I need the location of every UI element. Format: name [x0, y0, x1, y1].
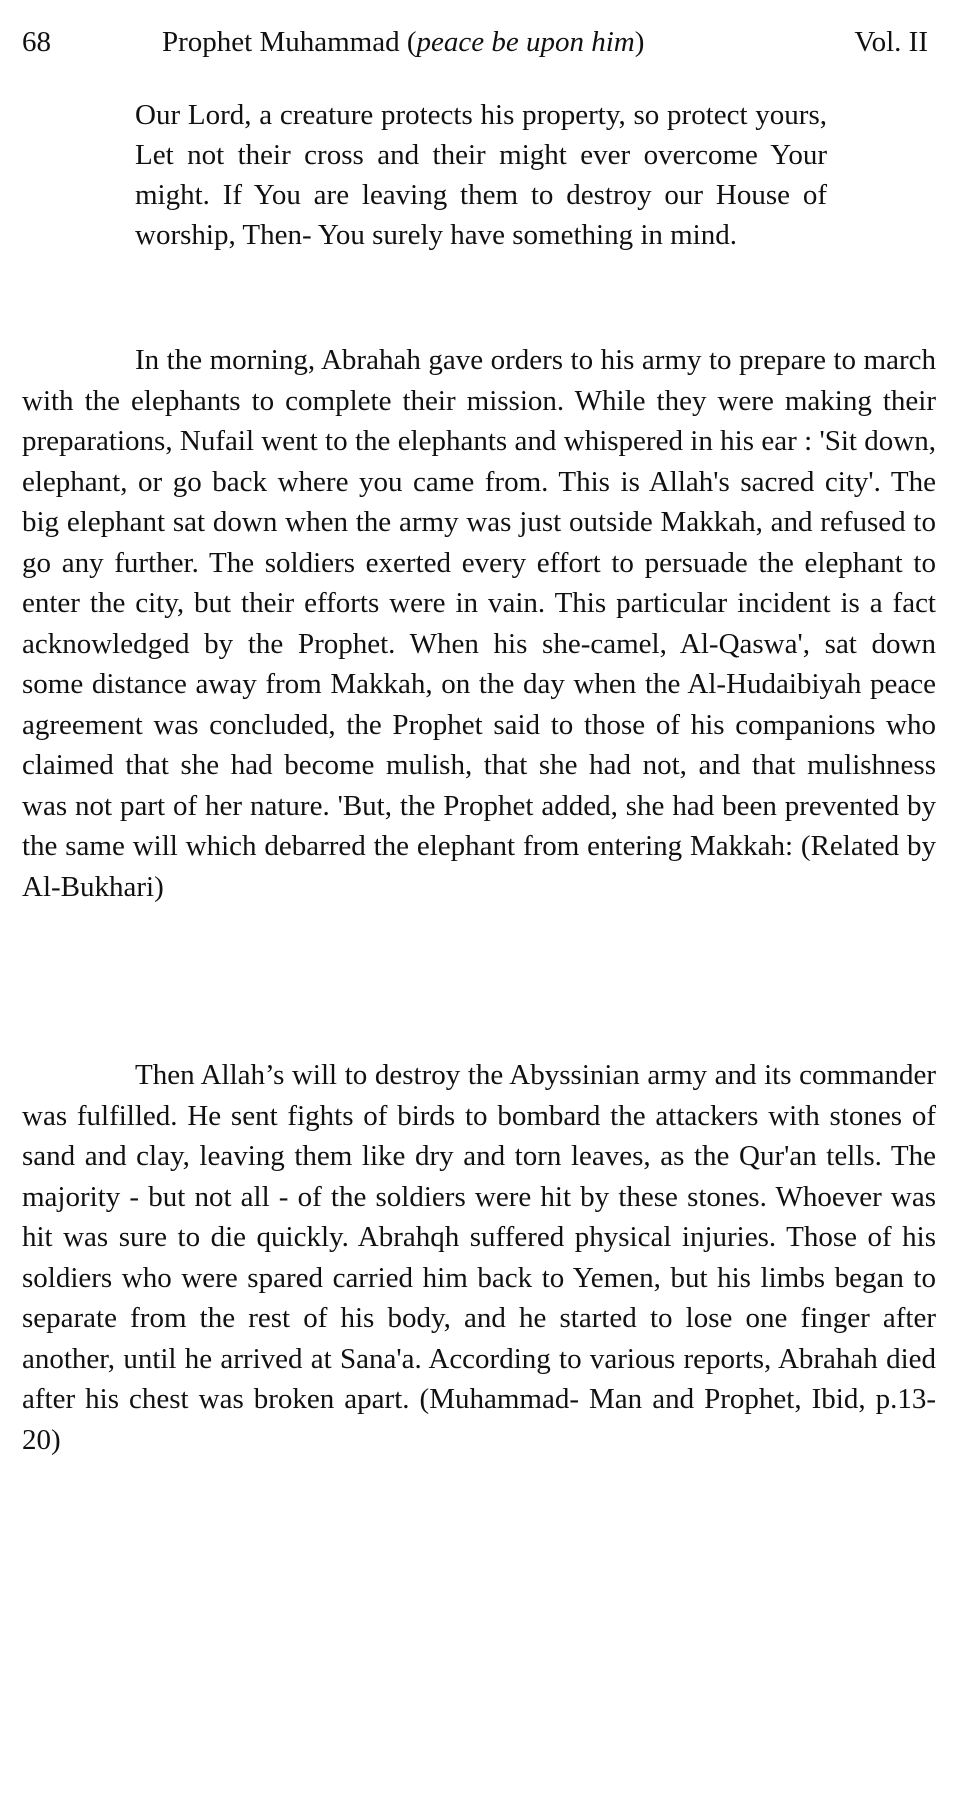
book-title-honorific: peace be upon him — [416, 26, 635, 58]
paragraph-birds: Then Allah’s will to destroy the Abyssinian army and its commander was fulfilled. He sent fights of birds to bombard the attackers with stones of sand and clay, leaving them like dry and torn leaves, as the Qur'an tells. The majority - but not all - of the soldiers were hit by these stones. Whoever was hit was sure to die quickly. Abrahqh suffered physical injuries. Those of his soldiers who were spared carried him back to Yemen, but his limbs began to separate from the rest of his body, and he started to lose one finger after another, until he arrived at Sana'a. According to various reports, Abrahah died after his chest was broken apart. (Muhammad- Man and Prophet, Ibid, p.13-20) — [22, 1059, 936, 1456]
supplication-quote: Our Lord, a creature protects his property, so protect yours, Let not their cross and their might ever overcome Your might. If You are leaving them to destroy our House of worship, Then- You surely have something in mind. — [135, 99, 827, 251]
book-title-close: ) — [634, 26, 645, 58]
paragraph-elephant: In the morning, Abrahah gave orders to his army to prepare to march with the elephants to complete their mission. While they were making their preparations, Nufail went to the elephants and whispered in his ear : 'Sit down, elephant, or go back where you came from. This is Allah's sacred city'. The big elephant sat down when the army was just outside Makkah, and refused to go any further. The soldiers exerted every effort to persuade the elephant to enter the city, but their efforts were in vain. This particular incident is a fact acknowledged by the Prophet. When his she-camel, Al-Qaswa', sat down some distance away from Makkah, on the day when the Al-Hudaibiyah peace agreement was concluded, the Prophet said to those of his companions who claimed that she had become mulish, that she had not, and that mulishness was not part of her nature. 'But, the Prophet added, she had been prevented by the same will which debarred the elephant from entering Makkah: (Related by Al-Bukhari) — [22, 344, 936, 903]
running-header — [22, 22, 928, 62]
book-title-main: Prophet Muhammad ( — [162, 26, 417, 58]
book-title — [162, 22, 644, 62]
page-number: 68 — [22, 26, 51, 58]
volume-label: Vol. II — [854, 26, 928, 58]
